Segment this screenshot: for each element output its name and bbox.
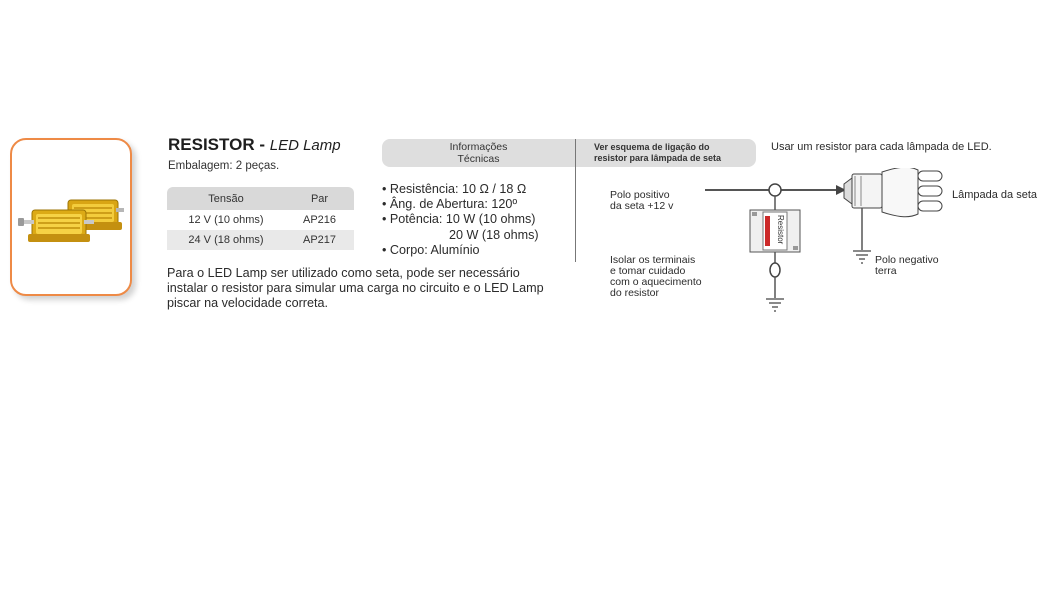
junction-connector: [769, 184, 781, 196]
cell-pair: AP217: [302, 234, 337, 246]
wiring-header-line2: resistor para lâmpada de seta: [594, 152, 722, 163]
isolate-line4: do resistor: [610, 287, 660, 299]
header-voltage: Tensão: [208, 192, 244, 205]
wiring-header-line1: Ver esquema de ligação do: [594, 142, 710, 152]
ground-icon: [853, 251, 871, 263]
cell-voltage: 12 V (10 ohms): [188, 214, 264, 226]
positive-label-line1: Polo positivo: [610, 189, 670, 201]
list-item: • Corpo: Alumínio: [382, 242, 480, 257]
product-description: Para o LED Lamp ser utilizado como seta, pode ser necessário instalar o resistor para simular uma carga no circuito e o LED Lamp piscar na velocidade correta.: [167, 266, 544, 311]
cell-pair: AP216: [302, 214, 337, 226]
list-item: • Resistência: 10 Ω / 18 Ω: [382, 182, 527, 196]
tech-info-header-line2: Técnicas: [457, 153, 500, 165]
led-lamp-icon: [844, 168, 942, 217]
product-title: [168, 135, 341, 155]
resistor-label: Resistor: [776, 215, 785, 245]
header-pair: Par: [310, 192, 329, 205]
positive-pole-label: [610, 190, 673, 212]
cell-voltage: 24 V (18 ohms): [188, 234, 264, 246]
isolate-warning-label: [610, 255, 702, 299]
ground-icon: [766, 299, 784, 311]
lamp-label: Lâmpada da seta: [952, 189, 1038, 201]
table-row: [167, 230, 354, 250]
tech-info-header-line1: Informações: [449, 141, 508, 153]
tech-info-header: [382, 139, 575, 167]
table-row: [167, 210, 354, 230]
spec-table-header: [167, 187, 354, 210]
negative-label-line2: terra: [875, 265, 897, 277]
isolate-line3: com o aquecimento: [610, 276, 702, 288]
packaging-text: Embalagem: 2 peças.: [168, 160, 280, 172]
resistor-symbol-icon: [750, 210, 800, 252]
section-divider: [575, 139, 576, 262]
title-subtitle: LED Lamp: [269, 137, 341, 154]
title-main: RESISTOR: [168, 135, 255, 154]
positive-label-line2: da seta +12 v: [610, 200, 674, 212]
isolate-line1: Isolar os terminais: [610, 254, 696, 266]
resistor-photo-icon: [18, 180, 124, 252]
negative-label-line1: Polo negativo: [875, 254, 939, 266]
negative-pole-label: [875, 255, 939, 277]
list-item: 20 W (18 ohms): [449, 227, 539, 242]
lower-connector: [770, 263, 780, 277]
spec-table: [167, 187, 354, 250]
title-separator: -: [259, 135, 265, 154]
list-item: • Potência: 10 W (10 ohms): [382, 212, 536, 227]
product-photo-card: [10, 138, 132, 296]
wiring-header: [576, 139, 756, 167]
wiring-note: Usar um resistor para cada lâmpada de LED.: [771, 141, 992, 153]
list-item: • Âng. de Abertura: 120º: [382, 197, 518, 212]
isolate-line2: e tomar cuidado: [610, 265, 686, 277]
tech-info-list: [382, 182, 539, 258]
